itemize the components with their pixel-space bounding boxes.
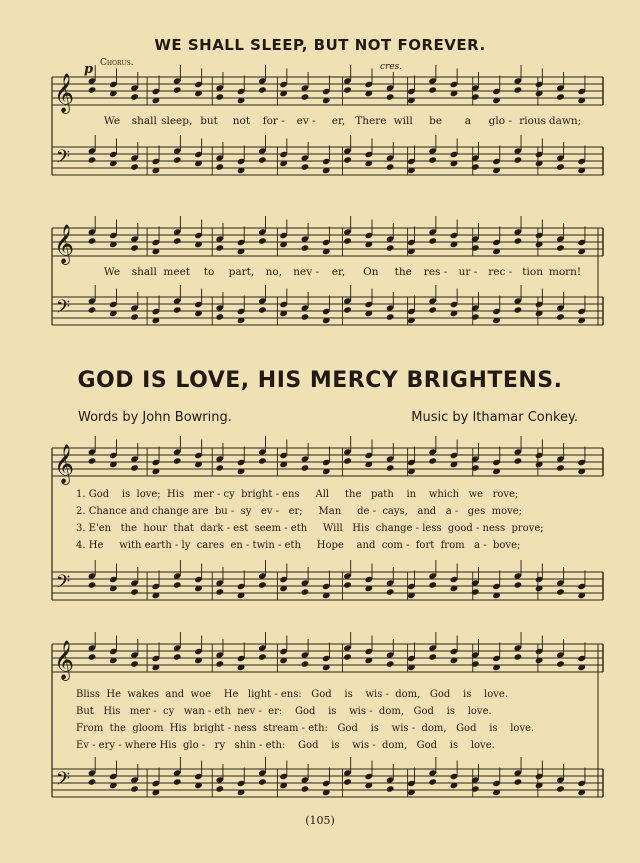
svg-text:𝄞: 𝄞	[54, 73, 75, 113]
lyric-syllable: the	[394, 266, 412, 278]
words-credit: Words by John Bowring.	[78, 410, 232, 425]
svg-text:𝄢: 𝄢	[56, 297, 71, 322]
chorus-label: Chorus.	[100, 58, 134, 68]
verse-line: But His mer - cy wan - eth nev - er: God is wis - dom, God is love.	[76, 706, 492, 717]
hymn2-title: GOD IS LOVE, HIS MERCY BRIGHTENS.	[77, 368, 563, 393]
svg-text:𝄞: 𝄞	[54, 640, 75, 680]
verse-line: From the gloom His bright - ness stream - eth: God is wis - dom, God is love.	[76, 723, 535, 734]
lyric-syllable: We	[103, 266, 121, 278]
verse-line: 1. God is love; His mer - cy bright - ens All the path in which we rove;	[76, 489, 519, 500]
lyric-syllable: be	[429, 115, 443, 127]
lyric-syllable: We	[103, 115, 121, 127]
verse-line: 3. E'en the hour that dark - est seem - eth Will His change - less good - ness prove;	[76, 523, 544, 534]
page-number: (105)	[305, 814, 335, 827]
lyric-syllable: rec -	[488, 266, 513, 278]
lyric-syllable: morn!	[548, 266, 582, 278]
verse-line: 2. Chance and change are bu - sy ev - er; Man de - cays, and a - ges move;	[76, 506, 523, 517]
lyric-syllable: no,	[265, 266, 282, 278]
svg-text:𝄢: 𝄢	[56, 572, 71, 597]
lyric-syllable: res -	[423, 266, 448, 278]
lyric-syllable: tion	[522, 266, 543, 278]
svg-text:𝄢: 𝄢	[56, 769, 71, 794]
lyric-syllable: but	[200, 115, 218, 127]
lyric-syllable: ur -	[458, 266, 478, 278]
lyric-syllable: er,	[331, 115, 346, 127]
lyric-syllable: shall	[131, 115, 157, 127]
music-credit: Music by Ithamar Conkey.	[411, 410, 578, 425]
lyric-syllable: to	[203, 266, 215, 278]
lyric-syllable: On	[363, 266, 379, 278]
lyric-syllable: glo -	[488, 115, 512, 127]
lyric-syllable: rious	[519, 115, 547, 127]
dynamic-piano: p	[84, 62, 94, 77]
verse-line: 4. He with earth - ly cares en - twin - eth Hope and com - fort from a - bove;	[76, 540, 521, 551]
lyric-syllable: not	[232, 115, 251, 127]
lyric-syllable: ev -	[296, 115, 316, 127]
lyric-syllable: sleep,	[161, 115, 193, 127]
svg-text:𝄞: 𝄞	[54, 444, 75, 484]
svg-text:𝄢: 𝄢	[56, 147, 71, 172]
lyric-syllable: dawn;	[548, 115, 582, 127]
lyric-syllable: will	[393, 115, 413, 127]
verse-line: Bliss He wakes and woe He light - ens: God is wis - dom, God is love.	[76, 689, 509, 700]
lyric-syllable: a	[464, 115, 472, 127]
lyric-syllable: shall	[131, 266, 157, 278]
svg-text:𝄞: 𝄞	[54, 224, 75, 264]
verse-line: Ev - ery - where His glo - ry shin - eth: God is wis - dom, God is love.	[76, 740, 495, 751]
lyric-syllable: meet	[163, 266, 191, 278]
lyric-syllable: There	[355, 115, 387, 127]
lyric-syllable: er,	[331, 266, 346, 278]
hymn1-title: WE SHALL SLEEP, BUT NOT FOREVER.	[154, 36, 486, 54]
dynamic-crescendo: cres.	[380, 62, 403, 72]
lyric-syllable: part,	[228, 266, 255, 278]
lyric-syllable: for -	[262, 115, 285, 127]
lyric-syllable: nev -	[293, 266, 320, 278]
